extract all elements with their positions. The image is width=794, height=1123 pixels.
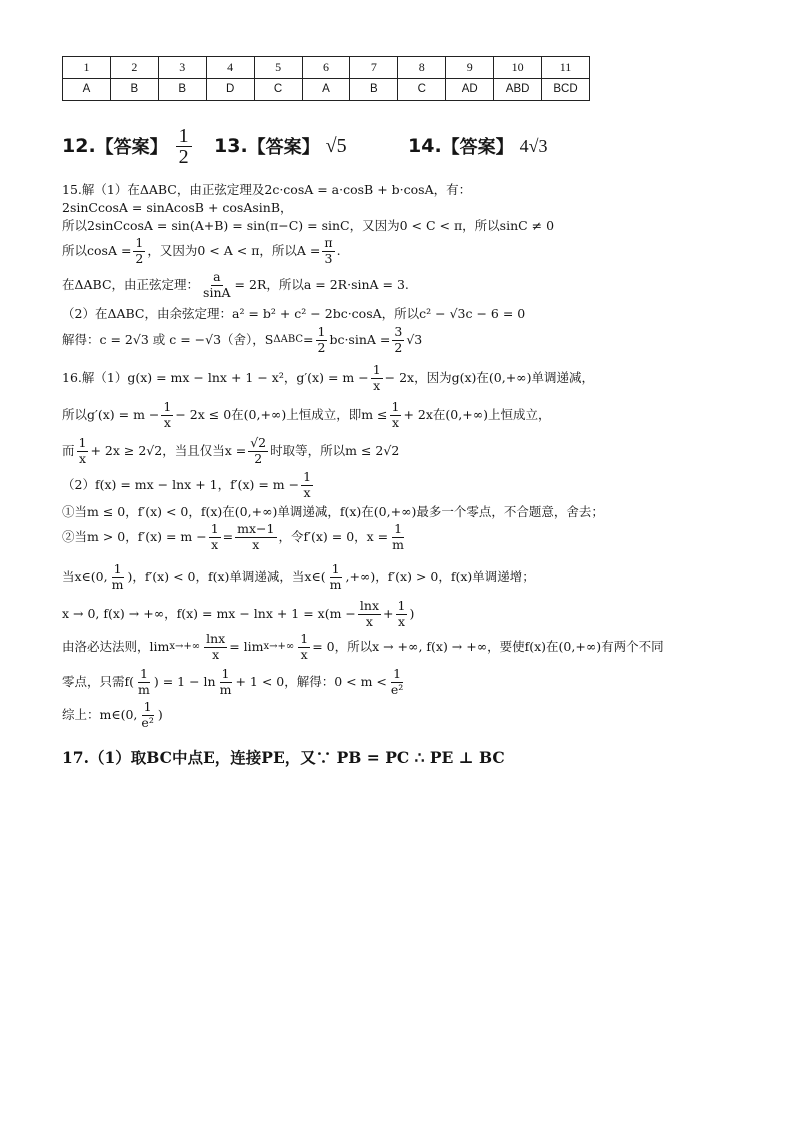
text-segment: √3	[406, 331, 423, 347]
fraction-numerator: mx−1	[237, 521, 275, 536]
answer-cell: ABD	[494, 79, 542, 101]
question-label: 13.	[214, 135, 248, 157]
answer-table	[62, 56, 590, 101]
fraction	[248, 437, 268, 465]
question-number: 8	[398, 57, 446, 79]
text-segment: （2）f(x) = mx − lnx + 1，f′(x) = m −	[62, 476, 300, 492]
fraction-numerator: 1	[210, 521, 219, 536]
fraction-denominator: x	[373, 377, 381, 393]
solution-line	[62, 668, 407, 696]
fraction-denominator: m	[392, 536, 404, 552]
fraction	[371, 364, 383, 392]
fraction	[136, 668, 152, 696]
question-label: 14.	[408, 135, 442, 157]
text-segment: ②当m > 0，f′(x) = m −	[62, 528, 207, 544]
fraction-denominator: m	[329, 576, 342, 592]
answer-cell: D	[206, 79, 254, 101]
fraction-numerator: 1	[372, 362, 381, 377]
fill-in-answers	[62, 118, 622, 174]
fraction-numerator: 1	[391, 399, 400, 414]
fraction	[77, 437, 89, 465]
text-segment: .	[336, 242, 341, 258]
fraction-denominator: x	[397, 613, 405, 629]
question-number: 9	[446, 57, 494, 79]
text-segment: 当x∈(0,	[62, 568, 108, 584]
text-segment: 由洛必达法则，lim	[62, 638, 170, 654]
fraction-numerator: 1	[176, 126, 192, 147]
solution-line	[62, 401, 551, 429]
fraction	[358, 600, 381, 628]
solution-line	[62, 364, 594, 392]
fraction-denominator: x	[300, 646, 308, 662]
fraction	[390, 523, 406, 551]
fraction-denominator: 2	[394, 339, 403, 355]
solution-line	[62, 437, 399, 465]
question-number: 2	[110, 57, 158, 79]
solution-line: （2）在ΔABC，由余弦定理：a² = b² + c² − 2bc·cosA，所以c² − √3c − 6 = 0	[62, 306, 526, 321]
fraction-denominator: x	[212, 646, 220, 662]
fraction-denominator: e²	[141, 714, 154, 730]
answer-13	[214, 118, 347, 174]
fraction-numerator: 1	[135, 235, 144, 250]
fraction	[298, 633, 310, 661]
question-number-row	[63, 57, 590, 79]
solution-line: 17.（1）取BC中点E，连接PE，又∵ PB = PC ∴ PE ⊥ BC	[62, 748, 505, 767]
fraction-numerator: 1	[331, 561, 340, 576]
fraction-denominator: m	[219, 681, 232, 697]
fraction-numerator: √2	[250, 435, 267, 450]
fraction-denominator: sinA	[203, 284, 231, 300]
solution-line	[62, 701, 163, 729]
fraction	[235, 523, 276, 551]
text-segment: )，f′(x) < 0，f(x)单调递减，当x∈(	[127, 568, 326, 584]
answer-cell: C	[398, 79, 446, 101]
fraction	[316, 326, 328, 354]
text-segment: − 2x，因为g(x)在(0,+∞)单调递减，	[384, 369, 594, 385]
fraction-numerator: 1	[221, 666, 230, 681]
question-number: 3	[158, 57, 206, 79]
text-segment: + 2x在(0,+∞)上恒成立，	[403, 406, 551, 422]
text-segment: = lim	[229, 638, 264, 654]
answer-cell: B	[158, 79, 206, 101]
solution-line	[62, 326, 422, 354]
solution-line: 15.解（1）在ΔABC，由正弦定理及2c·cosA = a·cosB + b·cosA，有：	[62, 182, 472, 197]
text-segment: 综上：m∈(0,	[62, 706, 138, 722]
text-segment: − 2x ≤ 0在(0,+∞)上恒成立，即m ≤	[175, 406, 388, 422]
question-number: 1	[63, 57, 111, 79]
fraction-denominator: 2	[254, 450, 263, 466]
fraction-numerator: 1	[113, 561, 122, 576]
answer-value: √5	[325, 134, 347, 157]
solution-line: 2sinCcosA = sinAcosB + cosAsinB，	[62, 200, 293, 215]
text-segment: 零点，只需f(	[62, 673, 135, 689]
fraction-numerator: 1	[163, 399, 172, 414]
text-segment: 所以g′(x) = m −	[62, 406, 160, 422]
text-segment: x → 0, f(x) → +∞，f(x) = mx − lnx + 1 = x(m −	[62, 605, 356, 621]
answer-cell: AD	[446, 79, 494, 101]
fraction-numerator: π	[324, 235, 333, 250]
answer-cell: BCD	[542, 79, 590, 101]
fraction-numerator: 1	[139, 666, 148, 681]
fraction-numerator: 3	[394, 324, 403, 339]
answer-tag: 【答案】	[441, 137, 514, 158]
fraction	[110, 563, 126, 591]
limit-subscript: x→+∞	[169, 641, 201, 652]
solution-line	[62, 471, 315, 499]
fraction-numerator: 1	[78, 435, 87, 450]
text-segment: 解得：c = 2√3 或 c = −√3（舍），S	[62, 331, 274, 347]
question-label: 12.	[62, 135, 96, 157]
fraction-denominator: x	[303, 484, 311, 500]
text-segment: )	[409, 605, 415, 621]
text-segment: ，又因为0 < A < π，所以A =	[147, 242, 321, 258]
fraction	[301, 471, 313, 499]
fraction-numerator: 1	[393, 666, 402, 681]
answer-cell: A	[63, 79, 111, 101]
fraction	[392, 326, 404, 354]
fraction	[218, 668, 234, 696]
fraction	[389, 668, 405, 696]
fraction-denominator: m	[111, 576, 124, 592]
solution-line	[62, 600, 414, 628]
fraction-numerator: 1	[394, 521, 403, 536]
fraction	[133, 237, 145, 265]
fraction	[328, 563, 344, 591]
fraction-numerator: a	[213, 269, 221, 284]
fraction-denominator: x	[252, 536, 260, 552]
fraction-numerator: 1	[300, 631, 309, 646]
question-number: 10	[494, 57, 542, 79]
fraction-denominator: x	[163, 414, 171, 430]
fraction	[139, 701, 155, 729]
text-segment: bc·sinA =	[329, 331, 391, 347]
answer-tag: 【答案】	[247, 137, 320, 158]
answer-cell: B	[110, 79, 158, 101]
text-segment: 时取等，所以m ≤ 2√2	[270, 442, 400, 458]
fraction	[201, 271, 233, 299]
fraction-numerator: lnx	[206, 631, 226, 646]
text-segment: = 2R，所以a = 2R·sinA = 3.	[234, 276, 409, 292]
answer-cell: C	[254, 79, 302, 101]
fraction	[390, 401, 402, 429]
text-segment: 16.解（1）g(x) = mx − lnx + 1 − x²，g′(x) = m −	[62, 369, 369, 385]
solution-line	[62, 633, 664, 661]
question-number: 4	[206, 57, 254, 79]
text-segment: +	[383, 605, 394, 621]
solution-line: ①当m ≤ 0，f′(x) < 0，f(x)在(0,+∞)单调递减，f(x)在(0,+∞)最多一个零点，不合题意，舍去；	[62, 504, 604, 519]
fraction	[161, 401, 173, 429]
text-segment: ,+∞)，f′(x) > 0，f(x)单调递增；	[345, 568, 535, 584]
text-segment: )	[157, 706, 163, 722]
answer-14	[408, 118, 548, 174]
text-segment: =	[303, 331, 314, 347]
question-number: 6	[302, 57, 350, 79]
fraction-denominator: x	[391, 414, 400, 430]
fraction-denominator: 2	[317, 339, 326, 355]
question-number: 5	[254, 57, 302, 79]
text-segment: ，令f′(x) = 0，x =	[278, 528, 389, 544]
subscript: ΔABC	[273, 334, 304, 345]
limit-subscript: x→+∞	[263, 641, 295, 652]
fraction-numerator: 1	[143, 699, 152, 714]
fraction-denominator: m	[138, 681, 150, 697]
answer-value: 4√3	[519, 135, 548, 156]
solution-line	[62, 523, 408, 551]
answer-12	[62, 118, 194, 174]
fraction	[322, 237, 334, 265]
answer-fraction	[176, 126, 192, 167]
fraction-numerator: 1	[397, 598, 406, 613]
text-segment: 在ΔABC，由正弦定理：	[62, 276, 200, 292]
fraction-denominator: 2	[135, 250, 144, 266]
fraction	[204, 633, 227, 661]
text-segment: ) = 1 − ln	[153, 673, 216, 689]
fraction	[396, 600, 408, 628]
text-segment: 而	[62, 442, 75, 458]
fraction-numerator: lnx	[359, 598, 380, 613]
text-segment: + 1 < 0，解得：0 < m <	[235, 673, 387, 689]
text-segment: 所以cosA =	[62, 242, 132, 258]
fraction-denominator: x	[211, 536, 219, 552]
fraction-denominator: 2	[178, 145, 189, 168]
solution-line	[62, 563, 535, 591]
fraction-denominator: 3	[324, 250, 333, 266]
solution-line	[62, 237, 341, 265]
solution-line: 所以2sinCcosA = sin(A+B) = sin(π−C) = sinC，又因为0 < C < π，所以sinC ≠ 0	[62, 218, 555, 233]
answer-cell: B	[350, 79, 398, 101]
fraction-denominator: x	[365, 613, 373, 629]
answer-cell: A	[302, 79, 350, 101]
answer-row	[63, 79, 590, 101]
question-number: 7	[350, 57, 398, 79]
fraction-numerator: 1	[317, 324, 326, 339]
question-number: 11	[542, 57, 590, 79]
answer-tag: 【答案】	[95, 137, 168, 158]
text-segment: =	[222, 528, 234, 544]
text-segment: = 0，所以x → +∞, f(x) → +∞，要使f(x)在(0,+∞)有两个不同	[312, 638, 664, 654]
fraction-denominator: e²	[390, 681, 404, 697]
solution-line	[62, 271, 409, 299]
text-segment: + 2x ≥ 2√2，当且仅当x =	[90, 442, 247, 458]
fraction-denominator: x	[78, 450, 87, 466]
fraction	[209, 523, 221, 551]
fraction-numerator: 1	[303, 469, 312, 484]
